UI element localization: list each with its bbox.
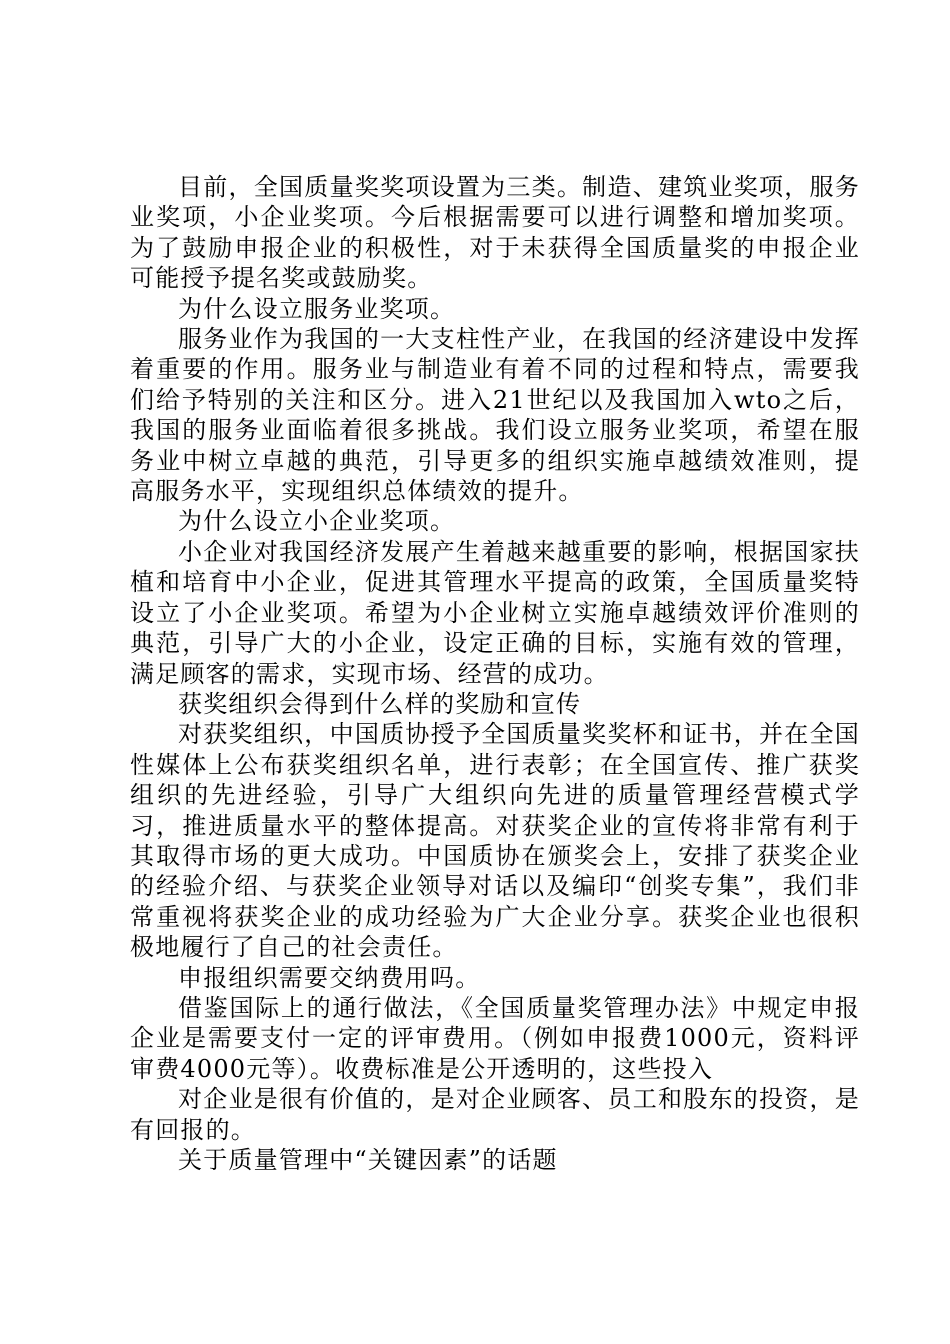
paragraph-service-award: 服务业作为我国的一大支柱性产业，在我国的经济建设中发挥着重要的作用。服务业与制造业有着不同的过程和特点，需要我们给予特别的关注和区分。进入21世纪以及我国加入wto之后，我国的服务业面临着很多挑战。我们设立服务业奖项，希望在服务业中树立卓越的典范，引导更多的组织实施卓越绩效准则，提高服务水平，实现组织总体绩效的提升。 — [130, 325, 860, 506]
document-body — [130, 172, 860, 1175]
paragraph-fees: 借鉴国际上的通行做法，《全国质量奖管理办法》中规定申报企业是需要支付一定的评审费用。（例如申报费1000元，资料评审费4000元等）。收费标准是公开透明的，这些投入 — [130, 993, 860, 1083]
heading-service-award: 为什么设立服务业奖项。 — [178, 294, 456, 323]
heading-small-business-award: 为什么设立小企业奖项。 — [178, 507, 456, 536]
paragraph-small-business-award: 小企业对我国经济发展产生着越来越重要的影响，根据国家扶植和培育中小企业，促进其管理水平提高的政策，全国质量奖特设立了小企业奖项。希望为小企业树立实施卓越绩效评价准则的典范，引导广大的小企业，设定正确的目标，实施有效的管理，满足顾客的需求，实现市场、经营的成功。 — [130, 537, 860, 688]
paragraph-investment-value: 对企业是很有价值的，是对企业顾客、员工和股东的投资，是有回报的。 — [130, 1085, 860, 1144]
heading-fees: 申报组织需要交纳费用吗。 — [178, 963, 481, 992]
paragraph-award-categories: 目前，全国质量奖奖项设置为三类。制造、建筑业奖项，服务业奖项，小企业奖项。今后根据需要可以进行调整和增加奖项。为了鼓励申报企业的积极性，对于未获得全国质量奖的申报企业可能授予提名奖或鼓励奖。 — [130, 173, 860, 293]
heading-rewards-publicity: 获奖组织会得到什么样的奖励和宣传 — [178, 689, 582, 718]
heading-key-factors: 关于质量管理中“关键因素”的话题 — [178, 1146, 558, 1174]
paragraph-rewards-publicity: 对获奖组织，中国质协授予全国质量奖奖杯和证书，并在全国性媒体上公布获奖组织名单，进行表彰；在全国宣传、推广获奖组织的先进经验，引导广大组织向先进的质量管理经营模式学习，推进质量水平的整体提高。对获奖企业的宣传将非常有利于其取得市场的更大成功。中国质协在颁奖会上，安排了获奖企业的经验介绍、与获奖企业领导对话以及编印“创奖专集”，我们非常重视将获奖企业的成功经验为广大企业分享。获奖企业也很积极地履行了自己的社会责任。 — [130, 720, 860, 962]
